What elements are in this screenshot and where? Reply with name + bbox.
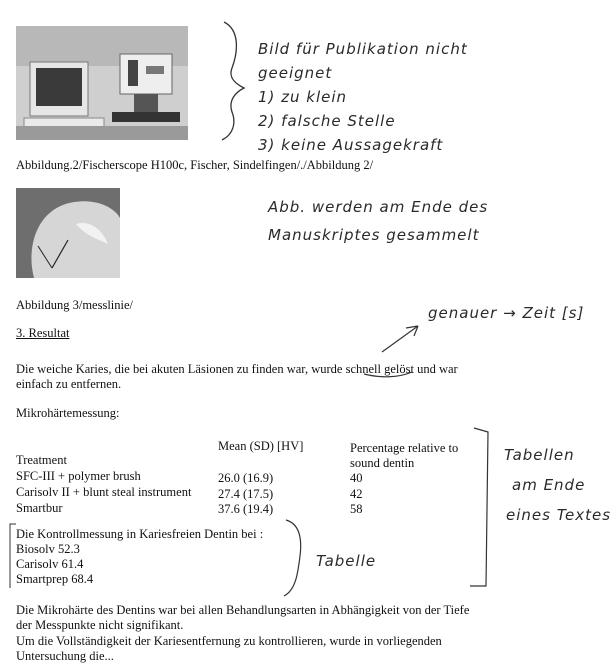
table-row-2-percentage: 42	[350, 487, 363, 501]
handwritten-note-fig3-line2: Manuskriptes gesammelt	[268, 226, 480, 244]
table-row-2-treatment: Carisolv II + blunt steal instrument	[16, 485, 192, 499]
table-row-1-mean: 26.0 (16.9)	[218, 471, 274, 485]
control-item-biosolv: Biosolv 52.3	[16, 542, 80, 556]
handwritten-note-fig2-line5: 3) keine Aussagekraft	[258, 136, 444, 154]
control-item-smartprep: Smartprep 68.4	[16, 572, 94, 586]
closing-line2: der Messpunkte nicht signifikant.	[16, 618, 184, 632]
handwritten-note-tables-line1: Tabellen	[504, 446, 575, 464]
table-header-percentage-line2: sound dentin	[350, 456, 415, 470]
handwritten-note-fig2-line1: Bild für Publikation nicht	[258, 40, 468, 58]
handwritten-note-tables-line2: am Ende	[512, 476, 586, 494]
table-row-3-mean: 37.6 (19.4)	[218, 502, 274, 516]
table-header-treatment: Treatment	[16, 453, 67, 467]
fig3-caption: Abbildung 3/messlinie/	[16, 298, 134, 312]
handwritten-note-fig2-line3: 1) zu klein	[258, 88, 348, 106]
table-row-3-percentage: 58	[350, 502, 363, 516]
handwritten-note-fig2-line4: 2) falsche Stelle	[258, 112, 396, 130]
table-row-1-treatment: SFC-III + polymer brush	[16, 469, 141, 483]
section-heading: 3. Resultat	[16, 326, 70, 340]
result-paragraph-line1: Die weiche Karies, die bei akuten Läsionen zu finden war, wurde schnell gelöst und war	[16, 362, 458, 376]
control-heading: Die Kontrollmessung in Kariesfreien Dentin bei :	[16, 527, 264, 541]
table-row-3-treatment: Smartbur	[16, 501, 63, 515]
control-item-carisolv: Carisolv 61.4	[16, 557, 84, 571]
closing-line3: Um die Vollständigkeit der Kariesentfernung zu kontrollieren, wurde in vorliegenden	[16, 634, 442, 648]
closing-line4: Untersuchung die...	[16, 649, 114, 663]
result-paragraph-line2: einfach zu entfernen.	[16, 377, 122, 391]
handwritten-note-tables-line3: eines Textes	[506, 506, 611, 524]
handwritten-note-result: genauer → Zeit [s]	[428, 304, 585, 322]
closing-line1: Die Mikrohärte des Dentins war bei allen Behandlungsarten in Abhängigkeit von der Tiefe	[16, 603, 470, 617]
microhardness-heading: Mikrohärtemessung:	[16, 406, 120, 420]
handwritten-note-fig2-line2: geeignet	[258, 64, 333, 82]
handwritten-note-control: Tabelle	[316, 552, 377, 570]
fig2-caption: Abbildung.2/Fischerscope H100c, Fischer, Sindelfingen/./Abbildung 2/	[16, 158, 374, 172]
table-row-1-percentage: 40	[350, 471, 363, 485]
table-row-2-mean: 27.4 (17.5)	[218, 487, 274, 501]
table-header-mean: Mean (SD) [HV]	[218, 439, 304, 453]
table-header-percentage-line1: Percentage relative to	[350, 441, 459, 455]
handwritten-note-fig3-line1: Abb. werden am Ende des	[268, 198, 489, 216]
